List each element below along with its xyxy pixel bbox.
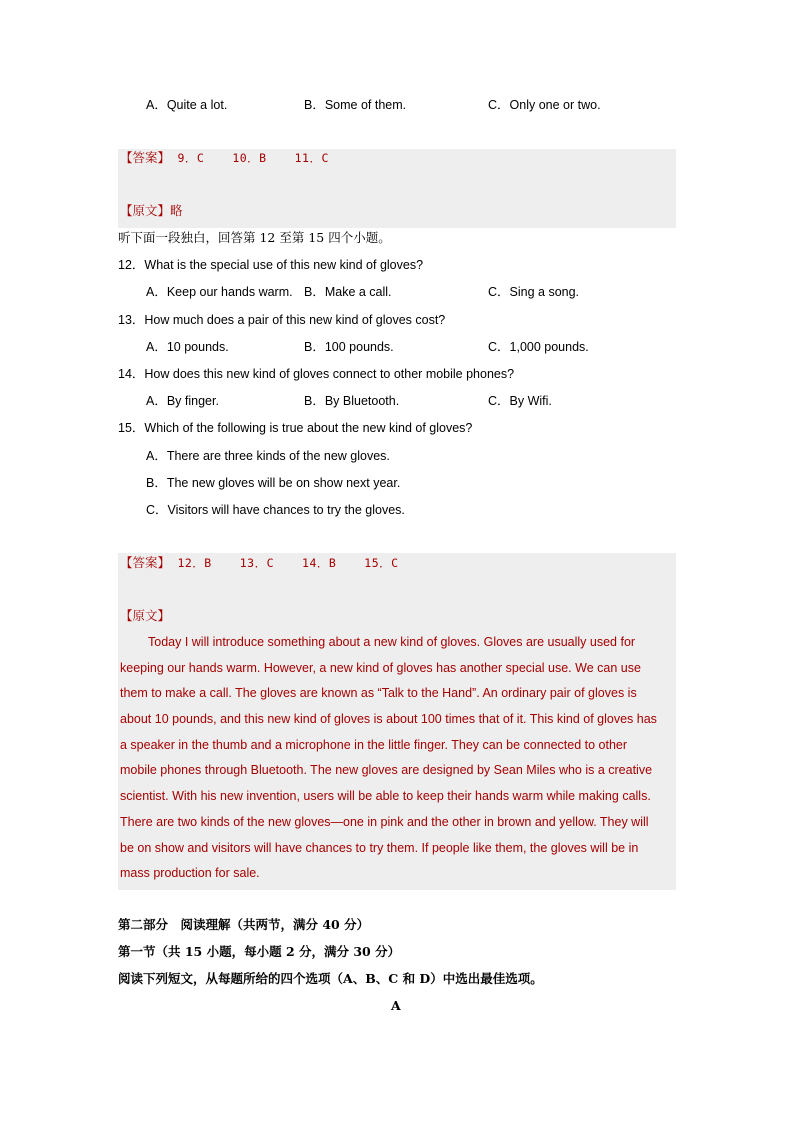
answer-item: 9．C [177, 151, 205, 165]
answer-item: 15．C [364, 556, 399, 570]
passage-line: Today I will introduce something about a new kind of gloves. Gloves are usually used for [148, 635, 636, 649]
answer-item: 12．B [177, 556, 212, 570]
original-label: 【原文】 [120, 608, 171, 623]
answer-item: 14．B [302, 556, 337, 570]
q11-option-b: B．Some of them. [304, 98, 407, 112]
q14-stem: 14．How does this new kind of gloves connect to other mobile phones? [118, 367, 515, 381]
answer-line-1 [120, 150, 357, 166]
q14-option-c: C．By Wifi. [488, 394, 552, 408]
passage-line: be on show and visitors will have chances to try them. If people like them, the gloves will be in [120, 840, 639, 855]
part2-heading: 第二部分 阅读理解（共两节，满分 40 分） [118, 917, 370, 932]
q15-option-b: B．The new gloves will be on show next year. [146, 476, 401, 490]
q15-stem: 15．Which of the following is true about the new kind of gloves? [118, 421, 473, 435]
passage-line: a speaker in the thumb and a microphone in the little finger. They can be connected to other [120, 737, 628, 752]
passage-line: scientist. With his new invention, users will be able to keep their hands warm while making calls. [120, 789, 651, 804]
original-text: 略 [170, 203, 183, 218]
q12-option-b: B．Make a call. [304, 285, 392, 299]
answer-item: 10．B [232, 151, 267, 165]
answer-line-2 [120, 555, 427, 571]
original-passage [120, 630, 676, 887]
passage-line: about 10 pounds, and this new kind of gloves is about 100 times that of it. This kind of gloves has [120, 712, 657, 727]
original-label-2 [120, 608, 170, 624]
passage-line: mobile phones through Bluetooth. The new gloves are designed by Sean Miles who is a creative [120, 763, 653, 778]
q15-option-a: A．There are three kinds of the new gloves. [146, 449, 390, 463]
passage-line: keeping our hands warm. However, a new kind of gloves has another special use. We can use [120, 660, 641, 675]
q12-option-c: C．Sing a song. [488, 285, 580, 299]
q15-option-c: C．Visitors will have chances to try the gloves. [146, 503, 405, 517]
original-label: 【原文】 [120, 203, 171, 218]
q13-option-b: B．100 pounds. [304, 340, 394, 354]
q11-option-a: A．Quite a lot. [146, 98, 228, 112]
passage-line: them to make a call. The gloves are known as “Talk to the Hand”. An ordinary pair of gloves is [120, 686, 637, 701]
reading-directions: 阅读下列短文，从每题所给的四个选项（A、B、C 和 D）中选出最佳选项。 [118, 971, 543, 986]
original-line-1 [120, 203, 183, 219]
q11-option-c: C．Only one or two. [488, 98, 601, 112]
answer-item: 13．C [239, 556, 275, 570]
q14-option-b: B．By Bluetooth. [304, 394, 400, 408]
q13-option-a: A．10 pounds. [146, 340, 229, 354]
listening-instruction: 听下面一段独白，回答第 12 至第 15 四个小题。 [118, 230, 391, 245]
answer-label: 【答案】 [120, 555, 171, 570]
section1-heading: 第一节（共 15 小题，每小题 2 分，满分 30 分） [118, 944, 401, 959]
q12-option-a: A．Keep our hands warm. [146, 285, 293, 299]
passage-line: There are two kinds of the new gloves—one in pink and the other in brown and yellow. They will [120, 814, 649, 829]
answer-item: 11．C [294, 151, 329, 165]
q12-stem: 12．What is the special use of this new kind of gloves? [118, 258, 424, 272]
passage-line: mass production for sale. [120, 866, 260, 881]
q13-stem: 13．How much does a pair of this new kind of gloves cost? [118, 313, 446, 327]
passage-letter: A [391, 998, 401, 1013]
q13-option-c: C．1,000 pounds. [488, 340, 589, 354]
answer-label: 【答案】 [120, 150, 171, 165]
q14-option-a: A．By finger. [146, 394, 219, 408]
